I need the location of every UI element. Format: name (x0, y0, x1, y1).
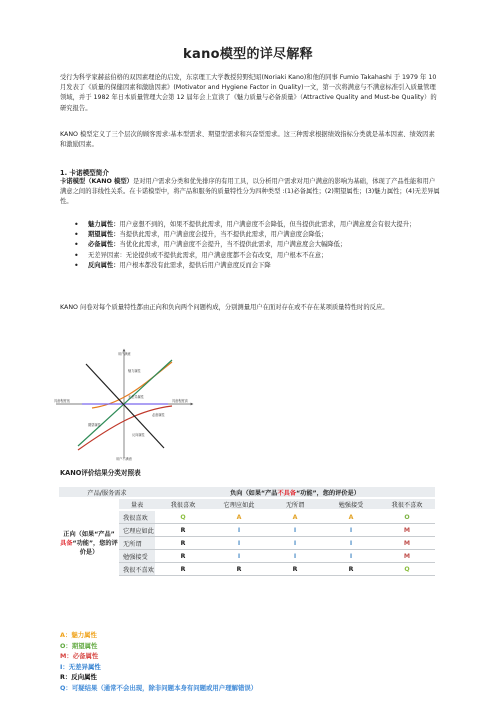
table-cell: I (237, 526, 241, 534)
section-lead (60, 177, 440, 208)
list-item (60, 240, 440, 250)
axis-label-top: 用户满意 (118, 352, 131, 356)
negative-header-text: 负向（如果“产品 (230, 489, 278, 497)
legend-item: I：无差异属性 (60, 662, 101, 671)
kano-diagram (52, 346, 196, 462)
row-label: 勉强接受 (123, 553, 148, 561)
table-cell: R (180, 565, 186, 573)
attractive-label: 魅力属性 (128, 369, 141, 373)
table-cell: M (403, 526, 411, 534)
negative-header-highlight: 不具备 (277, 489, 297, 497)
table-title: KANO评价结果分类对照表 (60, 469, 141, 477)
row-label: 它理应如此 (123, 527, 154, 535)
scale-header: 量表 (130, 501, 144, 509)
column-header: 勉强接受 (338, 501, 364, 509)
list-item (60, 230, 440, 240)
axis-label-right: 具备程度高 (172, 399, 188, 403)
kano-evaluation-table (59, 487, 435, 623)
row-label: 我很喜欢 (123, 514, 148, 522)
list-item (60, 261, 440, 271)
column-header: 无所谓 (285, 501, 305, 509)
column-header: 它理应如此 (223, 501, 255, 509)
list-item-term: 反向属性： (88, 261, 120, 269)
negative-header-text: “功能”，您的评价是） (296, 489, 360, 497)
table-cell: M (403, 552, 411, 560)
one-dimensional-label: 期望属性 (88, 423, 101, 427)
list-item-term: 必备属性： (88, 241, 120, 249)
legend (60, 630, 257, 693)
axis-label-left: 具备程度低 (54, 399, 70, 403)
column-header: 我很不喜欢 (391, 501, 423, 509)
table-cell: R (348, 565, 354, 573)
table-cell: I (293, 539, 297, 547)
section-lead-term: 卡诺模型（KANO 模型） (60, 178, 133, 185)
table-cell: A (348, 513, 354, 521)
table-corner: 产品/服务需求 (87, 489, 127, 497)
table-cell: I (237, 552, 241, 560)
positive-header-text: “功能”，您的评价是） (72, 539, 118, 556)
positive-header-text: 正向（如果“产品” (63, 530, 115, 538)
attribute-list (60, 220, 440, 271)
list-item-text: 无差异因素：无论提供或不提供此需求，用户满意度都不会有改变，用户根本不在意； (88, 251, 328, 259)
table-cell: M (403, 539, 411, 547)
reverse-label: 反向属性 (132, 433, 145, 437)
section-lead-text: 是对用户需求分类和优先排序的有用工具，以分析用户需求对用户满意的影响为基础，体现了产品性能和用户满意之间的非线性关系。在卡诺模型中，将产品和服务的质量特性分为四种类型 :(1)必备属性；(2)期望属性；(3)魅力属性；(4)无差异属性。 (60, 178, 440, 206)
legend-item: R：反向属性 (60, 673, 97, 681)
closing-paragraph: KANO 问卷对每个质量特性都由正向和负向两个问题构成，分别测量用户在面对存在或不存在某项质量特性时的反应。 (60, 304, 389, 311)
legend-item: O：期望属性 (60, 641, 98, 650)
list-item-text: 用户根本都没有此需求，提供后用户满意度反而会下降 (119, 261, 271, 269)
legend-item: Q：可疑结果（通常不会出现，除非问题本身有问题或用户理解错误） (60, 683, 258, 692)
table-cell: Q (180, 513, 186, 521)
table-cell: I (349, 539, 353, 547)
positive-header-highlight: 具备 (60, 539, 73, 547)
list-item-term: 期望属性： (88, 231, 120, 239)
positive-header (59, 511, 119, 575)
legend-item: M：必备属性 (60, 652, 99, 660)
list-item (60, 251, 440, 261)
table-cell: I (349, 552, 353, 560)
row-divider (119, 575, 435, 576)
column-header: 我很喜欢 (170, 501, 196, 509)
table-cell: R (292, 565, 298, 573)
list-item-text: 用户意想不到的，如果不提供此需求，用户满意度不会降低，但当提供此需求，用户满意度会有很大提升； (119, 221, 416, 228)
one-dimensional-curve (78, 360, 172, 446)
table-cell: A (292, 513, 298, 521)
list-item-text: 当提供此需求，用户满意度会提升，当不提供此需求，用户满意度会降低； (119, 231, 328, 239)
table-cell: I (237, 539, 241, 547)
section-heading: 1. 卡诺模型简介 (60, 169, 109, 177)
table-cell: I (349, 526, 353, 534)
intro-paragraph: 受行为科学家赫兹伯格的双因素理论的启发，东京理工大学教授狩野纪昭(Noriaki Kano)和他的同事 Fumio Takahashi 于 1979 年 10 月发表了《质量的保健因素和激励因素》(Motivator and Hygiene Factor in Quality)一文，第一次将满意与不满意标准引入质量管理领域，并于 1982 年日本质量管理大会第 12 届年会上宣读了《魅力质量与必备质量》（Attractive Quality and Must-be Quality）的研究报告。 (60, 74, 437, 112)
table-cell: Q (404, 565, 410, 573)
reverse-curve (86, 364, 164, 448)
table-cell: R (180, 539, 186, 547)
table-cell: O (404, 513, 410, 521)
row-label: 我很不喜欢 (123, 566, 154, 574)
table-cell: R (180, 526, 186, 534)
axis-label-bottom: 用户不满意 (116, 457, 132, 461)
table-cell: R (180, 552, 186, 560)
list-item-text: 当优化此需求，用户满意度不会提升，当不提供此需求，用户满意度会大幅降低； (119, 241, 347, 249)
indifferent-label: 无差异属性 (128, 395, 144, 399)
table-cell: I (293, 552, 297, 560)
list-item (60, 220, 440, 230)
levels-paragraph: KANO 模型定义了三个层次的顾客需求:基本型需求、期望型需求和兴奋型需求。这三种需求根据绩效指标分类就是基本因素、绩效因素和激励因素。 (60, 131, 435, 149)
table-cell: I (293, 526, 297, 534)
table-cell: A (236, 513, 242, 521)
row-label: 无所谓 (123, 540, 142, 548)
list-item-term: 魅力属性： (88, 221, 120, 228)
page-title: kano模型的详尽解释 (183, 47, 313, 62)
legend-item: A：魅力属性 (60, 631, 97, 639)
must-be-label: 必备属性 (152, 413, 165, 417)
negative-header (155, 487, 435, 497)
table-cell: R (236, 565, 242, 573)
